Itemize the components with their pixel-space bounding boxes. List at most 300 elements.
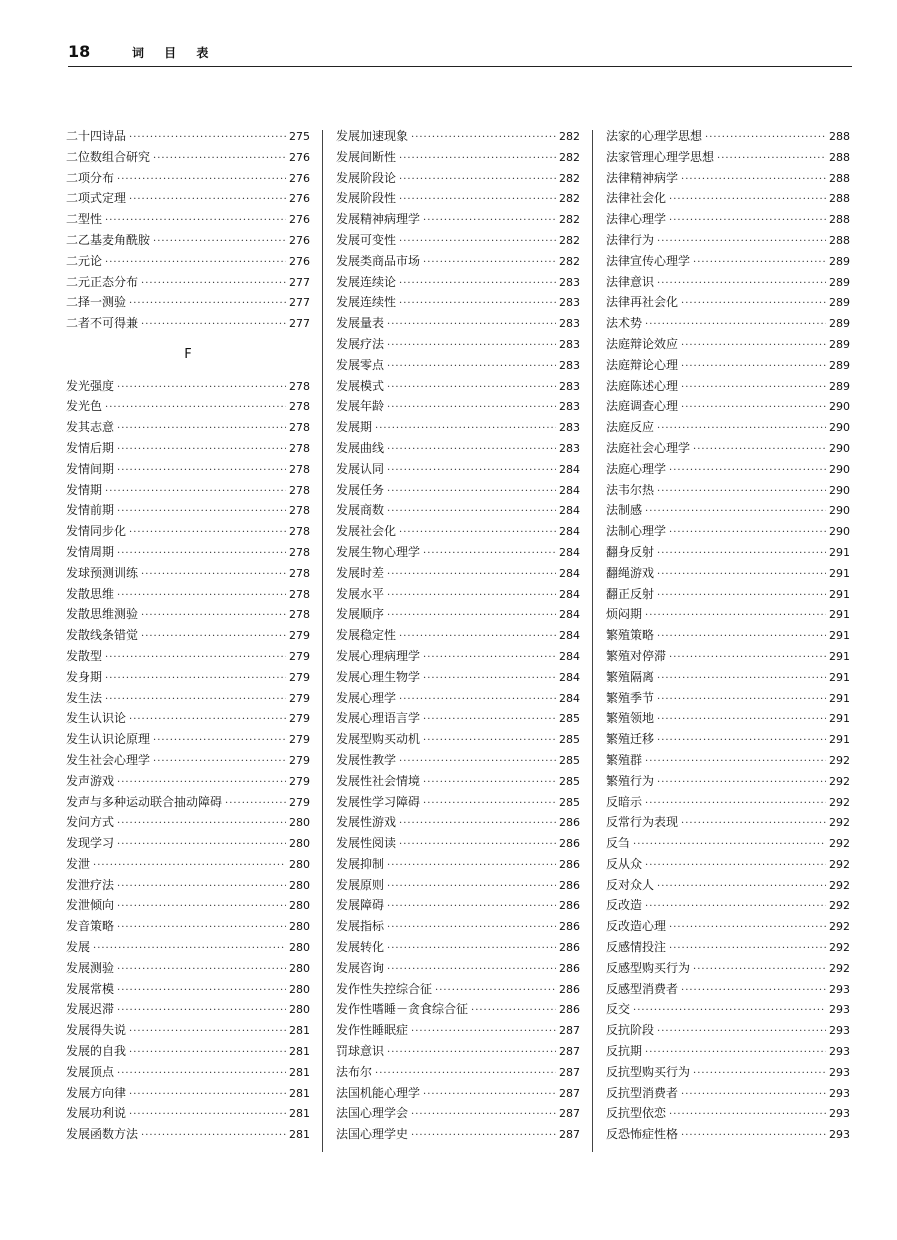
index-entry — [66, 646, 310, 667]
entry-page-number: 278 — [289, 441, 310, 455]
entry-page-number: 286 — [559, 899, 580, 913]
entry-term: 发展方向律 — [66, 1085, 127, 1100]
entry-page-number: 283 — [559, 337, 580, 351]
index-entry — [606, 646, 850, 667]
index-entry — [66, 396, 310, 417]
dot-leader — [387, 939, 556, 960]
entry-term: 发展商数 — [336, 503, 385, 518]
dot-leader — [387, 897, 556, 918]
page-number: 18 — [68, 42, 91, 61]
index-entry — [66, 147, 310, 168]
index-entry — [606, 313, 850, 334]
entry-page-number: 282 — [559, 130, 580, 143]
index-entry — [336, 1083, 580, 1104]
dot-leader — [141, 1126, 286, 1147]
entry-term: 发展原则 — [336, 877, 385, 892]
dot-leader — [129, 1022, 286, 1043]
index-entry — [336, 417, 580, 438]
dot-leader — [105, 398, 286, 419]
entry-page-number: 288 — [829, 213, 850, 227]
index-entry — [336, 729, 580, 750]
entry-term: 法制心理学 — [606, 524, 667, 539]
entry-term: 法庭心理学 — [606, 461, 667, 476]
index-entry — [336, 272, 580, 293]
index-entry — [336, 168, 580, 189]
entry-term: 反交 — [606, 1002, 631, 1017]
dot-leader — [117, 835, 286, 856]
index-entry — [336, 313, 580, 334]
entry-page-number: 284 — [559, 483, 580, 497]
dot-leader — [105, 648, 286, 669]
entry-term: 发作性嗜睡－贪食综合征 — [336, 1002, 469, 1017]
index-entry — [336, 521, 580, 542]
entry-term: 发展曲线 — [336, 440, 385, 455]
entry-page-number: 286 — [559, 982, 580, 996]
entry-term: 发球预测训练 — [66, 565, 139, 580]
entry-term: 发展阶段论 — [336, 170, 397, 185]
index-entry — [336, 292, 580, 313]
entry-page-number: 282 — [559, 150, 580, 164]
entry-page-number: 293 — [829, 1024, 850, 1038]
index-entry — [336, 438, 580, 459]
entry-page-number: 284 — [559, 670, 580, 684]
dot-leader — [423, 253, 556, 274]
index-entry — [606, 376, 850, 397]
dot-leader — [387, 606, 556, 627]
dot-leader — [645, 856, 826, 877]
index-entry — [336, 875, 580, 896]
dot-leader — [633, 1001, 826, 1022]
dot-leader — [153, 149, 286, 170]
entry-page-number: 292 — [829, 961, 850, 975]
dot-leader — [423, 710, 556, 731]
index-entry — [336, 916, 580, 937]
entry-term: 二项式定理 — [66, 191, 127, 206]
index-entry — [336, 355, 580, 376]
entry-term: 法韦尔热 — [606, 482, 655, 497]
index-entry — [336, 376, 580, 397]
entry-page-number: 286 — [559, 837, 580, 851]
dot-leader — [387, 315, 556, 336]
entry-term: 反常行为表现 — [606, 815, 679, 830]
entry-page-number: 281 — [289, 1128, 310, 1142]
dot-leader — [681, 357, 826, 378]
index-entry — [336, 230, 580, 251]
index-entry — [66, 168, 310, 189]
dot-leader — [681, 398, 826, 419]
entry-page-number: 282 — [559, 213, 580, 227]
index-entry — [606, 792, 850, 813]
index-entry — [336, 563, 580, 584]
entry-page-number: 284 — [559, 691, 580, 705]
index-entry — [66, 417, 310, 438]
dot-leader — [117, 1064, 286, 1085]
entry-term: 二者不可得兼 — [66, 316, 139, 331]
entry-term: 反暗示 — [606, 794, 643, 809]
dot-leader — [117, 877, 286, 898]
entry-term: 发泄疗法 — [66, 877, 115, 892]
entry-term: 法庭辩论心理 — [606, 357, 679, 372]
index-entry — [606, 729, 850, 750]
entry-page-number: 292 — [829, 816, 850, 830]
entry-page-number: 284 — [559, 649, 580, 663]
dot-leader — [129, 1085, 286, 1106]
entry-page-number: 276 — [289, 171, 310, 185]
dot-leader — [645, 315, 826, 336]
index-entry — [66, 500, 310, 521]
index-entry — [336, 209, 580, 230]
page-header — [68, 40, 852, 70]
index-entry — [606, 584, 850, 605]
index-entry — [606, 854, 850, 875]
dot-leader — [387, 856, 556, 877]
index-entry — [66, 376, 310, 397]
entry-page-number: 293 — [829, 1107, 850, 1121]
dot-leader — [657, 1022, 826, 1043]
entry-page-number: 285 — [559, 795, 580, 809]
entry-term: 发情后期 — [66, 440, 115, 455]
entry-page-number: 277 — [289, 296, 310, 310]
entry-term: 反刍 — [606, 836, 631, 851]
entry-page-number: 284 — [559, 462, 580, 476]
dot-leader — [399, 627, 556, 648]
entry-page-number: 284 — [559, 608, 580, 622]
entry-term: 二元论 — [66, 253, 103, 268]
index-entry — [606, 667, 850, 688]
entry-page-number: 283 — [559, 317, 580, 331]
entry-term: 二元正态分布 — [66, 274, 139, 289]
dot-leader — [657, 419, 826, 440]
index-entry — [66, 895, 310, 916]
dot-leader — [669, 190, 826, 211]
index-entry — [66, 1083, 310, 1104]
entry-page-number: 279 — [289, 712, 310, 726]
entry-page-number: 289 — [829, 317, 850, 331]
dot-leader — [105, 211, 286, 232]
entry-term: 发展疗法 — [336, 336, 385, 351]
entry-term: 发展迟滞 — [66, 1002, 115, 1017]
entry-term: 发展认同 — [336, 461, 385, 476]
index-entry — [336, 979, 580, 1000]
index-entry — [66, 1041, 310, 1062]
entry-term: 法家的心理学思想 — [606, 129, 703, 143]
entry-page-number: 277 — [289, 317, 310, 331]
entry-page-number: 282 — [559, 192, 580, 206]
entry-term: 发身期 — [66, 669, 103, 684]
entry-page-number: 280 — [289, 837, 310, 851]
entry-term: 繁殖迁移 — [606, 732, 655, 747]
index-entry — [606, 563, 850, 584]
index-entry — [336, 604, 580, 625]
dot-leader — [399, 835, 556, 856]
header-rule — [68, 66, 852, 67]
index-entry — [66, 459, 310, 480]
index-entry — [66, 688, 310, 709]
entry-term: 发展抑制 — [336, 856, 385, 871]
entry-page-number: 282 — [559, 171, 580, 185]
dot-leader — [387, 918, 556, 939]
index-entry — [606, 979, 850, 1000]
dot-leader — [141, 627, 286, 648]
dot-leader — [129, 710, 286, 731]
entry-page-number: 289 — [829, 296, 850, 310]
dot-leader — [399, 690, 556, 711]
dot-leader — [645, 502, 826, 523]
index-entry — [336, 1020, 580, 1041]
entry-term: 发展心理语言学 — [336, 711, 421, 726]
dot-leader — [387, 398, 556, 419]
running-title: 词 目 表 — [132, 46, 217, 60]
entry-page-number: 289 — [829, 254, 850, 268]
dot-leader — [117, 502, 286, 523]
entry-term: 发展任务 — [336, 482, 385, 497]
entry-page-number: 291 — [829, 629, 850, 643]
index-entry — [66, 438, 310, 459]
dot-leader — [423, 731, 556, 752]
index-entry — [336, 188, 580, 209]
entry-page-number: 278 — [289, 379, 310, 393]
index-entry — [66, 126, 310, 147]
entry-term: 发展精神病理学 — [336, 212, 421, 227]
entry-page-number: 286 — [559, 961, 580, 975]
entry-term: 法律再社会化 — [606, 295, 679, 310]
entry-page-number: 278 — [289, 566, 310, 580]
entry-term: 发情同步化 — [66, 524, 127, 539]
entry-page-number: 292 — [829, 753, 850, 767]
entry-term: 法国心理学会 — [336, 1106, 409, 1121]
entry-term: 发泄倾向 — [66, 898, 115, 913]
dot-leader — [117, 814, 286, 835]
index-entry — [606, 168, 850, 189]
index-entry — [336, 895, 580, 916]
index-entry — [336, 958, 580, 979]
dot-leader — [129, 1043, 286, 1064]
entry-term: 发展函数方法 — [66, 1127, 139, 1142]
index-entry — [606, 396, 850, 417]
entry-page-number: 279 — [289, 795, 310, 809]
dot-leader — [387, 502, 556, 523]
dot-leader — [129, 1105, 286, 1126]
dot-leader — [117, 1001, 286, 1022]
dot-leader — [117, 960, 286, 981]
entry-term: 发展性游戏 — [336, 815, 397, 830]
index-entry — [336, 688, 580, 709]
column-divider — [592, 130, 593, 1152]
index-entry — [336, 792, 580, 813]
entry-page-number: 290 — [829, 525, 850, 539]
dot-leader — [117, 897, 286, 918]
entry-term: 法律精神病学 — [606, 170, 679, 185]
index-entry — [336, 854, 580, 875]
entry-term: 发展性教学 — [336, 752, 397, 767]
entry-term: 反感型消费者 — [606, 981, 679, 996]
entry-term: 反从众 — [606, 856, 643, 871]
index-entry — [336, 1124, 580, 1145]
entry-term: 法术势 — [606, 316, 643, 331]
dot-leader — [93, 856, 286, 877]
entry-page-number: 279 — [289, 649, 310, 663]
index-entry — [66, 521, 310, 542]
dot-leader — [153, 232, 286, 253]
entry-page-number: 281 — [289, 1024, 310, 1038]
dot-leader — [387, 461, 556, 482]
entry-term: 法庭反应 — [606, 420, 655, 435]
entry-term: 发展类商品市场 — [336, 253, 421, 268]
entry-page-number: 292 — [829, 774, 850, 788]
entry-term: 发展间断性 — [336, 149, 397, 164]
dot-leader — [693, 1064, 826, 1085]
dot-leader — [387, 336, 556, 357]
entry-page-number: 281 — [289, 1045, 310, 1059]
entry-term: 发情间期 — [66, 461, 115, 476]
dot-leader — [153, 752, 286, 773]
entry-term: 发展零点 — [336, 357, 385, 372]
entry-term: 发展量表 — [336, 316, 385, 331]
dot-leader — [657, 731, 826, 752]
entry-term: 法律社会化 — [606, 191, 667, 206]
entry-page-number: 284 — [559, 629, 580, 643]
dot-leader — [423, 773, 556, 794]
index-entry — [336, 459, 580, 480]
entry-term: 发展模式 — [336, 378, 385, 393]
dot-leader — [657, 877, 826, 898]
dot-leader — [681, 814, 826, 835]
index-entry — [66, 812, 310, 833]
dot-leader — [387, 565, 556, 586]
entry-term: 发展转化 — [336, 940, 385, 955]
entry-term: 反改造 — [606, 898, 643, 913]
entry-page-number: 284 — [559, 566, 580, 580]
index-entry — [606, 604, 850, 625]
entry-page-number: 287 — [559, 1128, 580, 1142]
index-entry — [606, 355, 850, 376]
entry-page-number: 285 — [559, 712, 580, 726]
dot-leader — [657, 232, 826, 253]
entry-term: 发散型 — [66, 648, 103, 663]
index-entry — [336, 937, 580, 958]
entry-page-number: 276 — [289, 254, 310, 268]
section-letter-heading: F — [184, 346, 192, 362]
entry-term: 法律心理学 — [606, 212, 667, 227]
index-entry — [66, 1020, 310, 1041]
entry-page-number: 291 — [829, 545, 850, 559]
dot-leader — [117, 461, 286, 482]
dot-leader — [117, 378, 286, 399]
dot-leader — [129, 190, 286, 211]
index-entry — [336, 1103, 580, 1124]
index-column-2 — [336, 126, 580, 1145]
entry-term: 发作性睡眠症 — [336, 1023, 409, 1038]
column-divider — [322, 130, 323, 1152]
index-entry — [606, 417, 850, 438]
index-entry — [336, 1041, 580, 1062]
entry-term: 发情期 — [66, 482, 103, 497]
index-entry — [336, 542, 580, 563]
index-entry — [66, 792, 310, 813]
dot-leader — [387, 1043, 556, 1064]
index-entry — [606, 688, 850, 709]
index-entry — [66, 771, 310, 792]
index-entry — [606, 459, 850, 480]
entry-page-number: 287 — [559, 1024, 580, 1038]
entry-term: 发展指标 — [336, 919, 385, 934]
entry-term: 罚球意识 — [336, 1044, 385, 1059]
entry-page-number: 292 — [829, 920, 850, 934]
dot-leader — [411, 1105, 556, 1126]
index-entry — [66, 563, 310, 584]
entry-page-number: 286 — [559, 1003, 580, 1017]
entry-term: 发情前期 — [66, 503, 115, 518]
entry-term: 反抗型购买行为 — [606, 1064, 691, 1079]
dot-leader — [681, 294, 826, 315]
entry-term: 法律宣传心理学 — [606, 253, 691, 268]
entry-term: 发展加速现象 — [336, 129, 409, 143]
entry-page-number: 286 — [559, 816, 580, 830]
entry-term: 发展连续论 — [336, 274, 397, 289]
entry-page-number: 292 — [829, 795, 850, 809]
index-entry — [606, 1041, 850, 1062]
entry-term: 繁殖策略 — [606, 628, 655, 643]
index-entry — [606, 1062, 850, 1083]
entry-page-number: 283 — [559, 379, 580, 393]
entry-page-number: 286 — [559, 941, 580, 955]
dot-leader — [399, 149, 556, 170]
index-entry — [606, 230, 850, 251]
entry-page-number: 287 — [559, 1107, 580, 1121]
entry-page-number: 292 — [829, 837, 850, 851]
index-entry — [66, 916, 310, 937]
index-entry — [66, 667, 310, 688]
entry-term: 发展社会化 — [336, 524, 397, 539]
dot-leader — [129, 523, 286, 544]
entry-page-number: 280 — [289, 1003, 310, 1017]
dot-leader — [399, 170, 556, 191]
entry-term: 发展时差 — [336, 565, 385, 580]
entry-page-number: 276 — [289, 213, 310, 227]
entry-page-number: 291 — [829, 608, 850, 622]
entry-term: 发展型购买动机 — [336, 732, 421, 747]
dot-leader — [141, 315, 286, 336]
entry-page-number: 288 — [829, 150, 850, 164]
index-entry — [336, 750, 580, 771]
entry-term: 发展连续性 — [336, 295, 397, 310]
dot-leader — [633, 835, 826, 856]
entry-term: 反抗型消费者 — [606, 1085, 679, 1100]
entry-term: 发展顺序 — [336, 607, 385, 622]
index-entry — [66, 542, 310, 563]
entry-term: 二型性 — [66, 212, 103, 227]
entry-page-number: 279 — [289, 691, 310, 705]
index-entry — [606, 958, 850, 979]
dot-leader — [693, 253, 826, 274]
dot-leader — [399, 190, 556, 211]
index-entry — [336, 833, 580, 854]
entry-term: 发现学习 — [66, 836, 115, 851]
dot-leader — [423, 669, 556, 690]
index-entry — [606, 1020, 850, 1041]
entry-page-number: 280 — [289, 920, 310, 934]
index-entry — [606, 1124, 850, 1145]
index-entry — [66, 1124, 310, 1145]
entry-term: 法国心理学史 — [336, 1127, 409, 1142]
index-entry — [606, 708, 850, 729]
entry-term: 繁殖行为 — [606, 773, 655, 788]
index-entry — [66, 854, 310, 875]
entry-term: 发展性社会情境 — [336, 773, 421, 788]
dot-leader — [117, 773, 286, 794]
dot-leader — [681, 1126, 826, 1147]
index-entry — [66, 604, 310, 625]
